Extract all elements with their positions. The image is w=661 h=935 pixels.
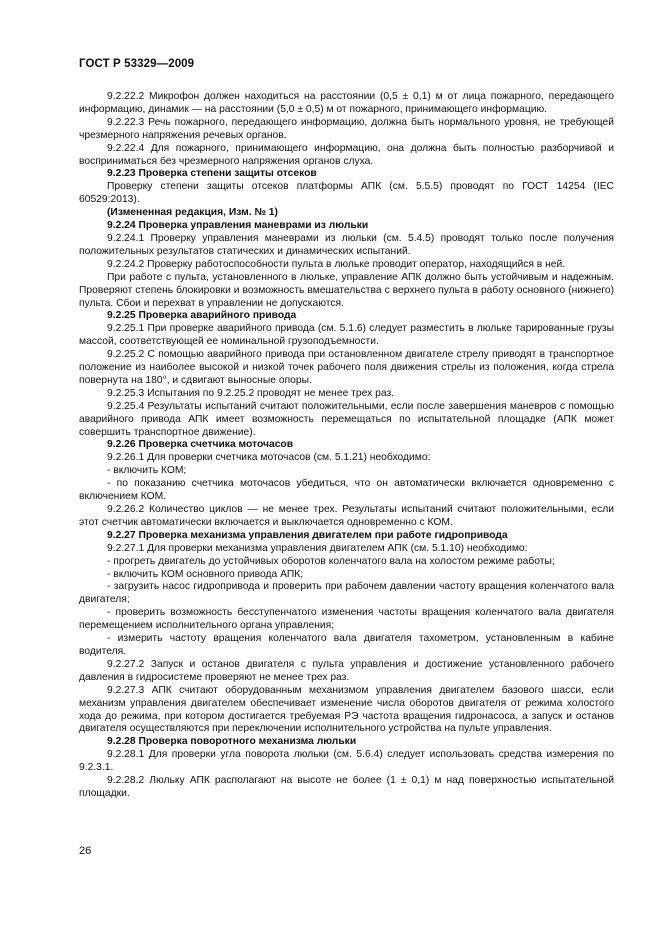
paragraph: 9.2.27.3 АПК считают оборудованным механизмом управления двигателем базового шасси, если механизм управления двигателем обеспечивает изменение числа оборотов двигателя от режима холостого хода до режима, при котором достигается требуемая РЭ частота вращения гидронасоса, а запуск и останов двигателя осуществляются при переключении исполнительного устройства на пульте управления. — [79, 684, 614, 735]
list-item: - прогреть двигатель до устойчивых оборотов коленчатого вала на холостом режиме работы; — [107, 555, 555, 567]
list-item: - загрузить насос гидропривода и проверить при рабочем давлении частоту вращения коленчатого вала двигателя; — [79, 581, 614, 606]
page-header-standard: ГОСТ Р 53329—2009 — [79, 58, 195, 70]
paragraph: 9.2.24.2 Проверку работоспособности пульта в люльке проводит оператор, находящийся в ней. — [107, 258, 566, 270]
paragraph: 9.2.28.2 Люльку АПК располагают на высоте не более (1 ± 0,1) м над поверхностью испытательной площадки. — [79, 775, 614, 799]
paragraph: 9.2.22.2 Микрофон должен находиться на расстоянии (0,5 ± 0,1) м от лица пожарного, передающего информацию, динамик — на расстоянии (5,0 ± 0,5) м от пожарного, принимающего информацию. — [79, 91, 614, 115]
paragraph: 9.2.27.1 Для проверки механизма управления двигателем АПК (см. 5.1.10) необходимо: — [107, 542, 528, 554]
section-heading: 9.2.26 Проверка счетчика моточасов — [107, 439, 294, 451]
paragraph: 9.2.25.4 Результаты испытаний считают положительными, если после завершения маневров с помощью аварийного привода АПК имеет возможность перемещаться по испытательной площадке (АПК может совершить транспортное движение). — [79, 400, 614, 438]
section-heading: 9.2.23 Проверка степени защиты отсеков — [107, 168, 317, 180]
paragraph: При работе с пульта, установленного в люльке, управление АПК должно быть устойчивым и надежным. Проверяют степень блокировки и возможность вмешательства с верхнего пульта в работу основного (нижнего) пульта. Сбои и перехват в управлении не допускаются. — [79, 271, 614, 309]
paragraph: 9.2.22.4 Для пожарного, принимающего информацию, она должна быть полностью разборчивой и восприниматься без чрезмерного напряжения органов слуха. — [79, 142, 614, 167]
paragraph: 9.2.26.1 Для проверки счетчика моточасов (см. 5.1.21) необходимо: — [107, 452, 431, 464]
paragraph: 9.2.25.2 С помощью аварийного привода при остановленном двигателе стрелу приводят в транспортное положение из наиболее высокой и низкой точек рабочего поля движения стрелы из положения, когда стрела повернута на 180°, и сдвигают выносные опоры. — [79, 349, 614, 386]
paragraph: 9.2.28.1 Для проверки угла поворота люльки (см. 5.6.4) следует использовать средства измерения по 9.2.3.1. — [79, 749, 614, 774]
document-body — [79, 91, 614, 801]
page-number: 26 — [79, 845, 92, 857]
paragraph: 9.2.22.3 Речь пожарного, передающего информацию, должна быть нормального уровня, не требующей чрезмерного напряжения речевых органов. — [79, 116, 614, 141]
amendment-note: (Измененная редакция, Изм. № 1) — [107, 207, 278, 219]
paragraph: 9.2.26.2 Количество циклов — не менее трех. Результаты испытаний считают положительными, если этот счетчик автоматически включается и выключается одновременно с КОМ. — [79, 504, 614, 528]
paragraph: 9.2.27.2 Запуск и останов двигателя с пульта управления и достижение установленного рабочего давления в гидросистеме проверяют не менее трех раз. — [79, 658, 614, 683]
paragraph: 9.2.25.3 Испытания по 9.2.25.2 проводят не менее трех раз. — [107, 387, 395, 399]
section-heading: 9.2.24 Проверка управления маневрами из люльки — [107, 220, 369, 232]
section-heading: 9.2.25 Проверка аварийного привода — [107, 310, 297, 322]
paragraph: 9.2.25.1 При проверке аварийного привода (см. 5.1.6) следует разместить в люльке тарированные грузы массой, соответствующей ее номинальной грузоподъемности. — [79, 323, 614, 348]
list-item: - по показанию счетчика моточасов убедиться, что он автоматически включается одновременно с включением КОМ. — [79, 478, 614, 503]
section-heading: 9.2.28 Проверка поворотного механизма люльки — [107, 736, 357, 748]
list-item: - измерить частоту вращения коленчатого вала двигателя тахометром, установленным в кабине водителя. — [79, 633, 614, 657]
list-item: - проверить возможность бесступенчатого изменения частоты вращения коленчатого вала двигателя перемещением исполнительного органа управления; — [79, 607, 614, 632]
section-heading: 9.2.27 Проверка механизма управления двигателем при работе гидропривода — [107, 529, 508, 541]
list-item: - включить КОМ; — [107, 465, 187, 477]
paragraph: Проверку степени защиты отсеков платформы АПК (см. 5.5.5) проводят по ГОСТ 14254 (IEC 60529:2013). — [79, 181, 614, 206]
list-item: - включить КОМ основного привода АПК; — [107, 568, 304, 580]
paragraph: 9.2.24.1 Проверку управления маневрами из люльки (см. 5.4.5) проводят только после получения положительных результатов статических и динамических испытаний. — [79, 232, 614, 257]
